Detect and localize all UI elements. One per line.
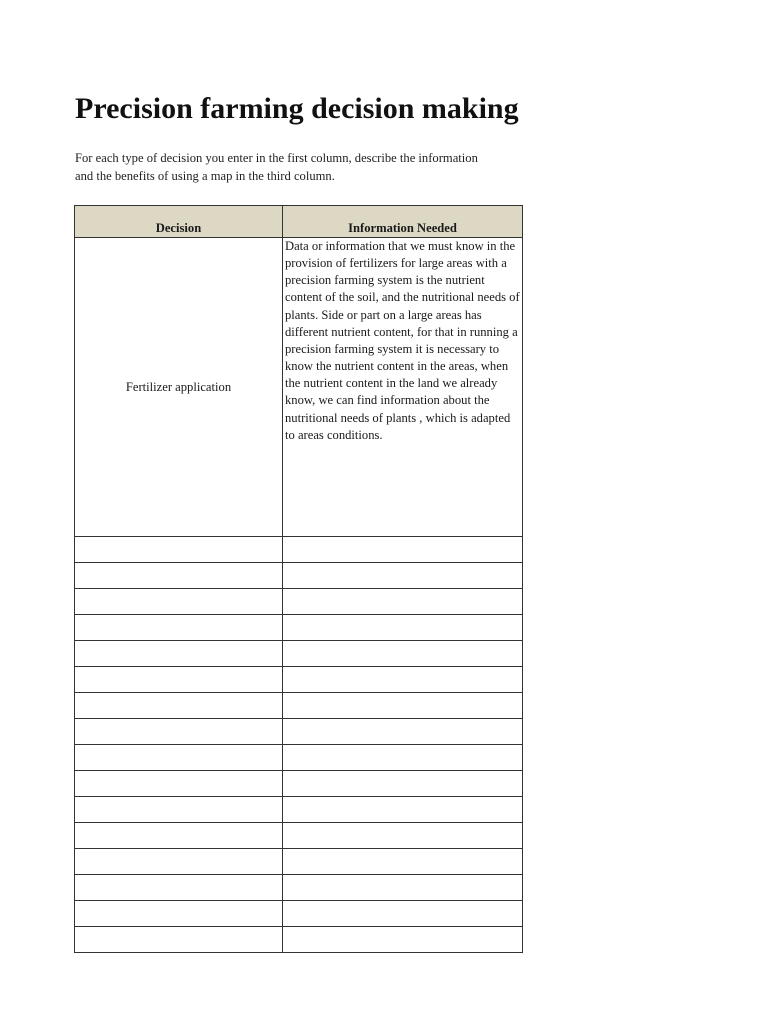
decision-cell[interactable] (75, 641, 283, 667)
information-needed-cell[interactable] (283, 823, 523, 849)
empty-table-row (75, 667, 523, 693)
information-needed-cell[interactable] (283, 901, 523, 927)
empty-table-row (75, 927, 523, 953)
information-needed-cell[interactable] (283, 589, 523, 615)
information-needed-cell[interactable] (283, 771, 523, 797)
decision-cell[interactable] (75, 797, 283, 823)
decision-cell[interactable] (75, 849, 283, 875)
decision-cell[interactable] (75, 875, 283, 901)
decision-table (74, 205, 523, 953)
information-needed-cell[interactable] (283, 537, 523, 563)
table-header-row (75, 206, 523, 238)
empty-table-row (75, 537, 523, 563)
empty-table-row (75, 823, 523, 849)
decision-cell[interactable] (75, 589, 283, 615)
information-needed-cell[interactable] (283, 927, 523, 953)
information-needed-cell[interactable] (283, 719, 523, 745)
empty-table-row (75, 641, 523, 667)
empty-table-row (75, 745, 523, 771)
decision-cell[interactable] (75, 667, 283, 693)
information-needed-cell[interactable] (283, 641, 523, 667)
empty-table-row (75, 589, 523, 615)
information-needed-cell[interactable] (283, 875, 523, 901)
decision-cell[interactable] (75, 615, 283, 641)
empty-table-row (75, 849, 523, 875)
instructions-line: For each type of decision you enter in the first column, describe the information (75, 151, 478, 165)
decision-cell[interactable] (75, 719, 283, 745)
information-needed-cell[interactable] (283, 745, 523, 771)
decision-cell[interactable] (75, 745, 283, 771)
decision-cell[interactable] (75, 927, 283, 953)
decision-cell[interactable] (75, 693, 283, 719)
table-row (75, 238, 523, 537)
empty-table-row (75, 563, 523, 589)
information-needed-cell[interactable] (283, 797, 523, 823)
decision-cell[interactable] (75, 537, 283, 563)
page-title: Precision farming decision making (75, 92, 519, 125)
empty-table-row (75, 901, 523, 927)
instructions-text (75, 149, 535, 185)
column-header-information-needed: Information Needed (283, 206, 523, 238)
information-needed-cell[interactable] (283, 849, 523, 875)
decision-cell[interactable] (75, 823, 283, 849)
decision-cell[interactable] (75, 771, 283, 797)
empty-table-row (75, 797, 523, 823)
information-needed-cell[interactable] (283, 693, 523, 719)
information-needed-cell[interactable]: Data or information that we must know in the provision of fertilizers for large areas with a precision farming system is the nutrient content of the soil, and the nutritional needs of plants. Side or part on a large areas has different nutrient content, for that in running a precision farming system it is necessary to know the nutrient content in the areas, when the nutrient content in the land we already know, we can find information about the nutritional needs of plants , which is adapted to areas conditions. (283, 238, 523, 537)
decision-cell[interactable] (75, 901, 283, 927)
information-needed-cell[interactable] (283, 667, 523, 693)
empty-table-row (75, 771, 523, 797)
empty-table-row (75, 875, 523, 901)
information-needed-cell[interactable] (283, 563, 523, 589)
decision-cell[interactable]: Fertilizer application (75, 238, 283, 537)
empty-table-row (75, 615, 523, 641)
empty-table-row (75, 693, 523, 719)
decision-cell[interactable] (75, 563, 283, 589)
instructions-line: and the benefits of using a map in the third column. (75, 169, 335, 183)
information-needed-cell[interactable] (283, 615, 523, 641)
column-header-decision: Decision (75, 206, 283, 238)
empty-table-row (75, 719, 523, 745)
